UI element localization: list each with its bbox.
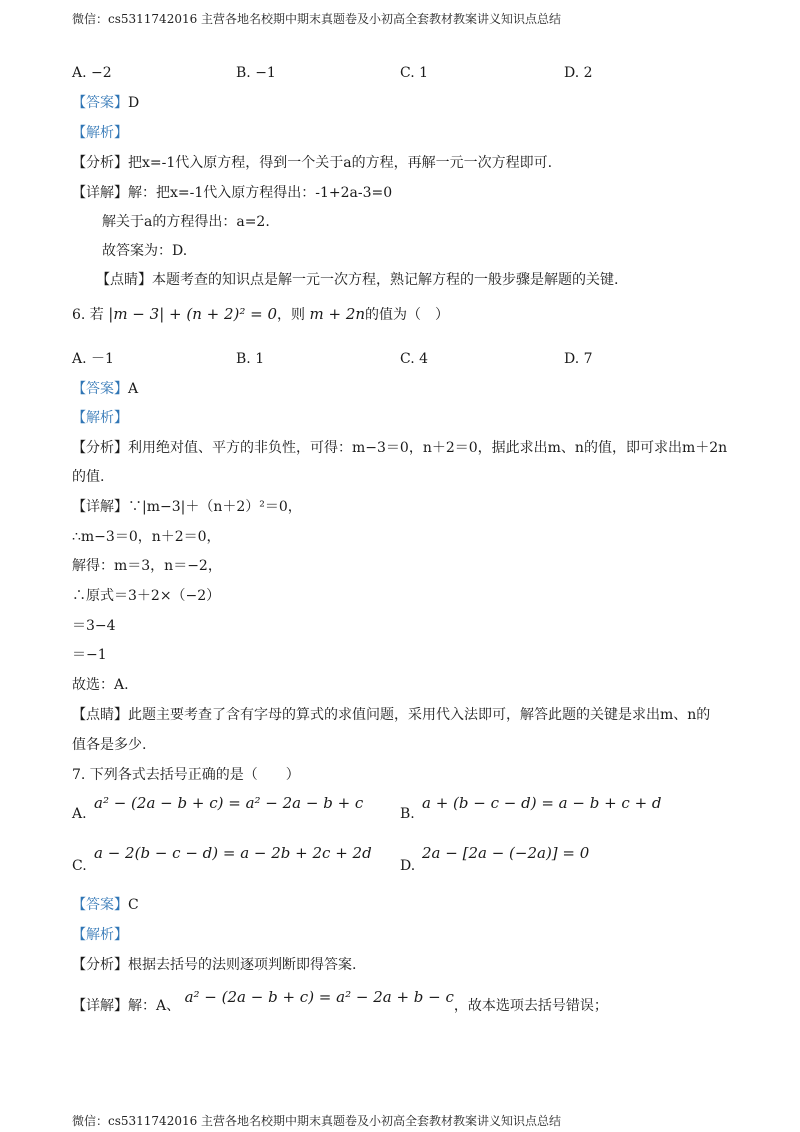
q6-line-4: ＝3−4 [72,618,116,634]
xiangjie-text: ∵|m−3|＋（n＋2）²＝0， [128,499,302,515]
q6-stem [72,305,449,324]
q6-fenxi [72,439,727,457]
q5-fenxi [72,154,552,172]
answer-label: 【答案】 [72,897,128,913]
q7-xiangjie [72,988,608,1015]
q7-option-d-expr: 2a − [2a − (−2a)] = 0 [422,844,590,862]
xiangjie-label: 【详解】 [72,499,128,515]
fenxi-label: 【分析】 [72,957,128,973]
dianjing-label: 【点睛】 [72,707,128,723]
q6-xiangjie [72,498,302,516]
q6-option-b: B. 1 [236,351,265,367]
fenxi-label: 【分析】 [72,155,128,171]
q5-option-a: A. −2 [72,65,112,81]
xiangjie-text: 解：把x=-1代入原方程得出：-1+2a-3=0 [128,185,393,201]
q6-option-d: D. 7 [564,351,593,367]
q7-option-c-expr: a − 2(b − c − d) = a − 2b + 2c + 2d [94,844,372,862]
q6-line-5: ＝−1 [72,647,107,663]
dianjing-text: 此题主要考查了含有字母的算式的求值问题，采用代入法即可，解答此题的关键是求出m、n的 [128,707,711,723]
q7-analysis-label: 【解析】 [72,927,128,943]
q7-option-c-label: C. [72,858,87,874]
answer-label: 【答案】 [72,381,128,397]
fenxi-text: 根据去括号的法则逐项判断即得答案. [128,957,357,973]
page-header: 微信：cs5311742016 主营各地名校期中期末真题卷及小初高全套教材教案讲义知识点总结 [72,12,562,26]
q6-line-6: 故选：A. [72,677,129,693]
q7-option-b-label: B. [400,806,415,822]
q6-option-c: C. 4 [400,351,429,367]
q6-mid: ，则 [277,307,306,323]
q6-expression: |m − 3| + (n + 2)² = 0 [108,305,278,323]
q6-analysis-label: 【解析】 [72,410,128,426]
xiangjie-expression: a² − (2a − b + c) = a² − 2a + b − c [184,988,454,1006]
q7-option-d-label: D. [400,858,416,874]
xiangjie-post: ，故本选项去括号错误； [453,998,608,1014]
page-footer: 微信：cs5311742016 主营各地名校期中期末真题卷及小初高全套教材教案讲义知识点总结 [72,1114,562,1128]
q6-line-3: ∴原式＝3＋2×（−2） [72,588,221,604]
q7-option-b-expr: a + (b − c − d) = a − b + c + d [422,794,662,812]
answer-label: 【答案】 [72,95,128,111]
q5-dianjing [96,271,618,289]
fenxi-text: 利用绝对值、平方的非负性，可得：m−3＝0，n＋2＝0，据此求出m、n的值，即可求出m＋2n [128,440,728,456]
q6-number: 6. 若 [72,307,104,323]
q5-xiangjie [72,184,392,202]
dianjing-text: 本题考查的知识点是解一元一次方程，熟记解方程的一般步骤是解题的关键. [152,272,619,288]
q5-answer-line [72,94,139,112]
q6-option-a: A. －1 [72,351,114,367]
q6-dianjing [72,706,710,724]
q7-stem: 7. 下列各式去括号正确的是（ ） [72,767,300,783]
q6-dianjing-cont: 值各是多少. [72,737,147,753]
xiangjie-pre: 解：A、 [128,998,181,1014]
q5-analysis-label: 【解析】 [72,125,128,141]
q6-answer-line [72,380,138,398]
q7-fenxi [72,956,356,974]
xiangjie-label: 【详解】 [72,185,128,201]
fenxi-label: 【分析】 [72,440,128,456]
q6-tail: 的值为（ ） [365,307,450,323]
q7-answer-line [72,896,139,914]
q6-line-1: ∴m−3＝0，n＋2＝0， [72,529,221,545]
q5-option-b: B. −1 [236,65,276,81]
fenxi-text: 把x=-1代入原方程，得到一个关于a的方程，再解一元一次方程即可. [128,155,553,171]
q7-option-a-expr: a² − (2a − b + c) = a² − 2a − b + c [94,794,364,812]
q5-option-c: C. 1 [400,65,429,81]
q6-line-2: 解得：m＝3，n＝−2， [72,558,222,574]
q5-option-d: D. 2 [564,65,593,81]
q5-step1: 解关于a的方程得出：a=2. [102,214,270,230]
q5-step2: 故答案为：D. [102,243,188,259]
dianjing-label: 【点睛】 [96,272,152,288]
answer-value: A [128,381,139,397]
q6-expression-2: m + 2n [309,305,366,323]
xiangjie-label: 【详解】 [72,998,128,1014]
answer-value: C [128,897,139,913]
q7-option-a-label: A. [72,806,87,822]
q6-fenxi-cont: 的值. [72,469,105,485]
answer-value: D [128,95,140,111]
